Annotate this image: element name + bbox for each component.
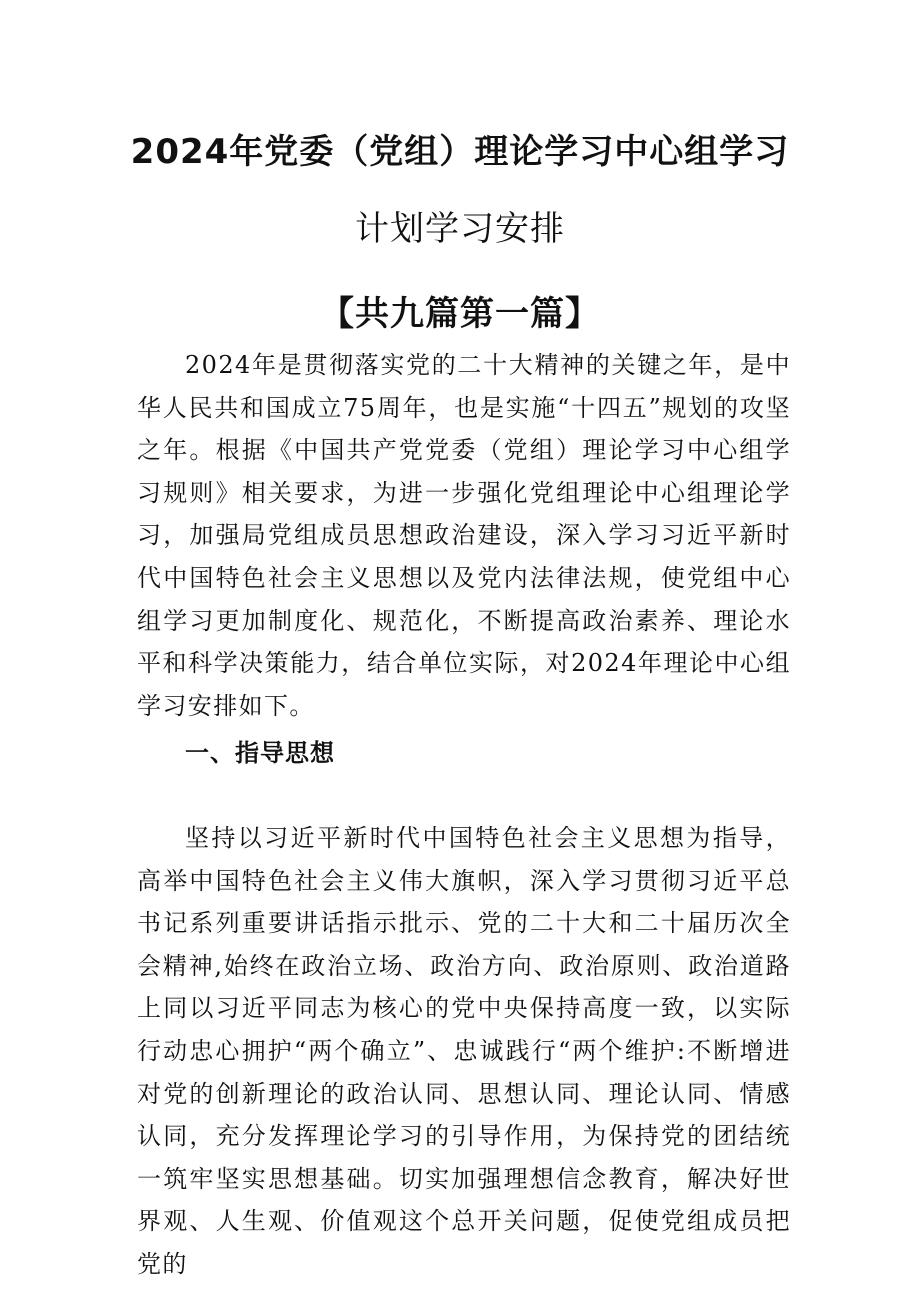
body-paragraph-intro: 2024年是贯彻落实党的二十大精神的关键之年，是中华人民共和国成立75周年，也是实施“十四五”规划的攻坚之年。根据《中国共产党党委（党组）理论学习中心组学习规则》相关要求，为进一步强化党组理论中心组理论学习，加强局党组成员思想政治建设，深入学习习近平新时代中国特色社会主义思想以及党内法律法规，使党组中心组学习更加制度化、规范化，不断提高政治素养、理论水平和科学决策能力，结合单位实际，对2024年理论中心组学习安排如下。 — [137, 351, 791, 720]
body-paragraph-guiding-ideology: 坚持以习近平新时代中国特色社会主义思想为指导，高举中国特色社会主义伟大旗帜，深入学习贯彻习近平总书记系列重要讲话指示批示、党的二十大和二十届历次全会精神,始终在政治立场、政治方向、政治原则、政治道路上同以习近平同志为核心的党中央保持高度一致，以实际行动忠心拥护“两个确立”、忠诚践行“两个维护:不断增进对党的创新理论的政治认同、思想认同、理论认同、情感认同，充分发挥理论学习的引导作用，为保持党的团结统一筑牢坚实思想基础。切实加强理想信念教育，解决好世界观、人生观、价值观这个总开关问题，促使党组成员把党的 — [137, 824, 791, 1278]
document-title-line-1: 2024年党委（党组）理论学习中心组学习 — [130, 132, 790, 172]
document-title-line-2: 计划学习安排 — [355, 209, 565, 249]
document-subtitle: 【共九篇第一篇】 — [320, 294, 600, 334]
section-heading-guiding-ideology: 一、指导思想 — [185, 739, 335, 767]
